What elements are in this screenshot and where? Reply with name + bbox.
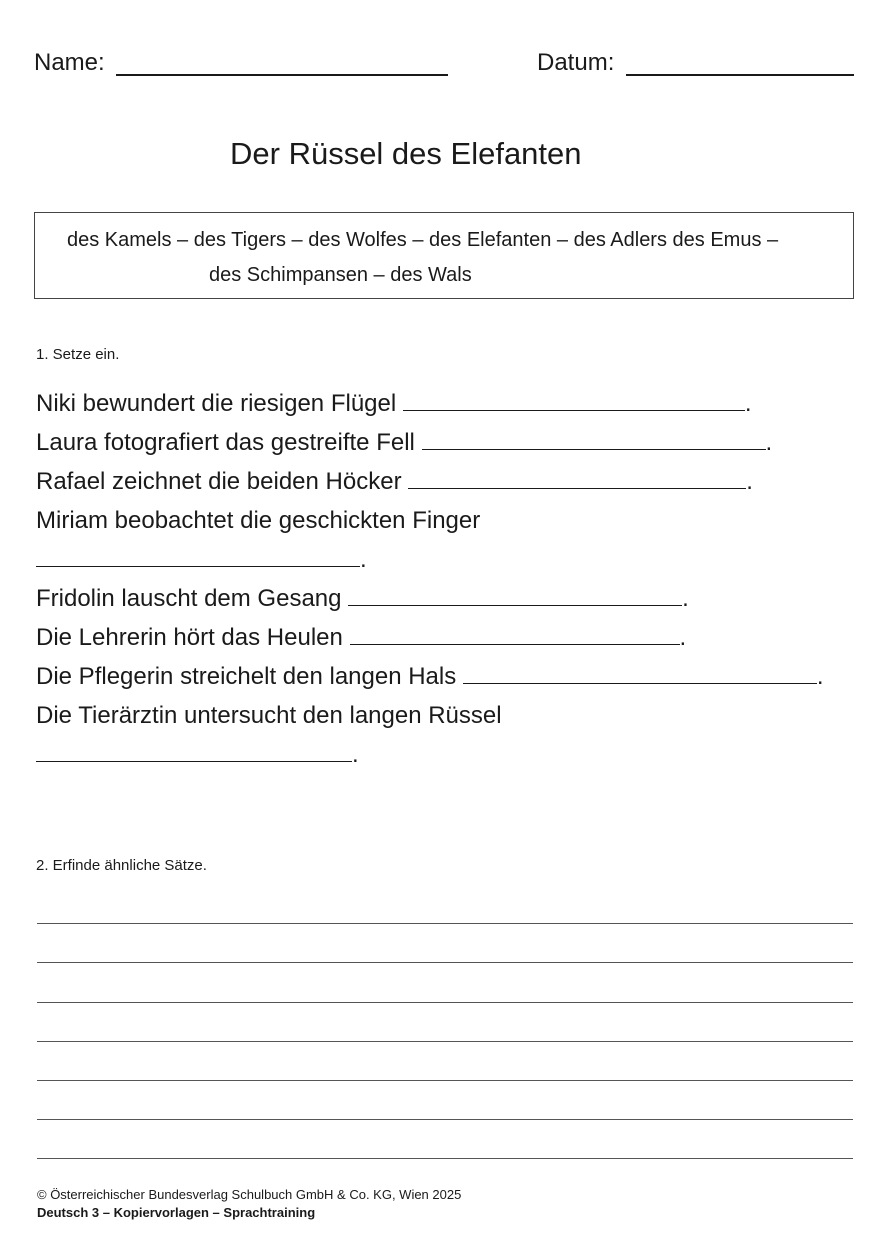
word-box-line-1: des Kamels – des Tigers – des Wolfes – des Elefanten – des Adlers des Emus – [67,229,779,251]
answer-blank[interactable] [408,468,746,489]
answer-blank[interactable] [36,741,352,762]
sentence-text: Rafael zeichnet die beiden Höcker [36,468,402,495]
sentence-text: Laura fotografiert das gestreifte Fell [36,429,415,456]
answer-blank[interactable] [422,429,766,450]
task1-instruction: 1. Setze ein. [36,346,120,363]
sentence-text: Fridolin lauscht dem Gesang [36,585,342,612]
exercise-sentence-7 [36,663,824,691]
writing-line[interactable] [37,1119,853,1120]
sentence-end: . [679,624,687,651]
word-box-line-2: des Schimpansen – des Wals [209,264,472,286]
sentence-end: . [360,546,367,573]
exercise-sentence-1 [36,390,752,418]
writing-line[interactable] [37,1080,853,1081]
sentence-end: . [682,585,689,612]
sentence-text: Die Lehrerin hört das Heulen [36,624,343,651]
date-label: Datum: [537,49,615,76]
sentence-text: Die Tierärztin untersucht den langen Rüssel [36,702,502,729]
answer-blank[interactable] [36,546,360,567]
writing-line[interactable] [37,962,853,963]
sentence-text: Niki bewundert die riesigen Flügel [36,390,397,417]
writing-line[interactable] [37,1041,853,1042]
writing-line[interactable] [37,1002,853,1003]
answer-blank[interactable] [348,585,682,606]
writing-line[interactable] [37,923,853,924]
exercise-sentence-6 [36,624,686,652]
exercise-sentence-5 [36,585,689,613]
footer-series: Deutsch 3 – Kopiervorlagen – Sprachtraining [37,1205,316,1220]
sentence-text: Die Pflegerin streichelt den langen Hals [36,663,457,690]
exercise-sentence-2 [36,429,772,457]
task2-instruction: 2. Erfinde ähnliche Sätze. [36,857,207,874]
answer-blank[interactable] [403,390,745,411]
sentence-end: . [816,663,824,690]
answer-blank[interactable] [463,663,817,684]
exercise-sentence-3 [36,468,753,496]
date-field[interactable] [626,74,854,76]
exercise-sentence-4-answer [36,546,367,574]
writing-line[interactable] [37,1158,853,1159]
sentence-end: . [352,741,359,768]
exercise-sentence-4 [36,507,480,535]
sentence-end: . [765,429,773,456]
exercise-sentence-8-answer [36,741,359,769]
name-field[interactable] [116,74,448,76]
sentence-text: Miriam beobachtet die geschickten Finger [36,507,481,534]
sentence-end: . [746,468,753,495]
footer-copyright: © Österreichischer Bundesverlag Schulbuch GmbH & Co. KG, Wien 2025 [37,1187,462,1202]
exercise-sentence-8 [36,702,502,730]
name-label: Name: [34,49,105,76]
page-title: Der Rüssel des Elefanten [230,136,582,171]
answer-blank[interactable] [350,624,680,645]
sentence-end: . [744,390,752,417]
